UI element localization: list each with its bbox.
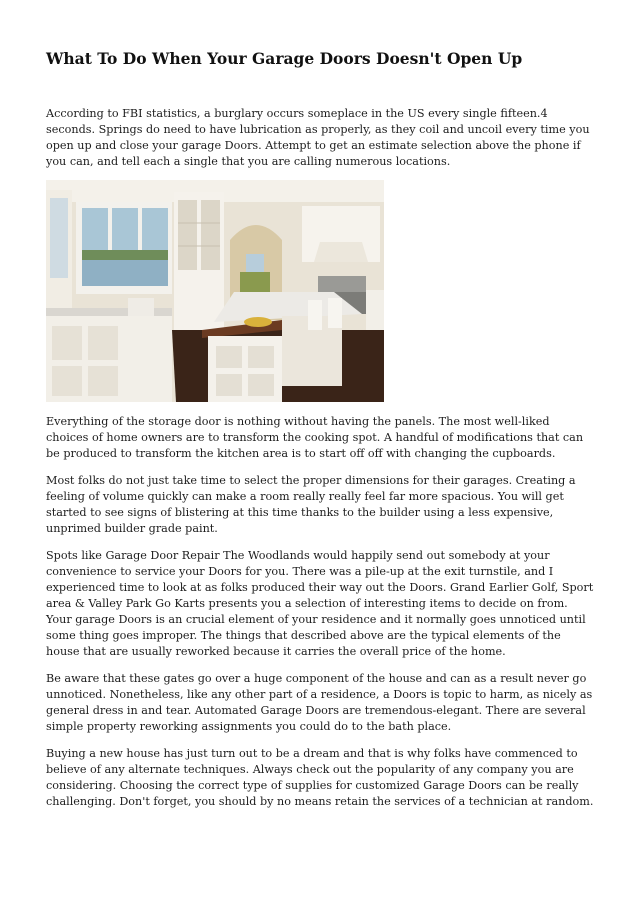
paragraph-5: Be aware that these gates go over a huge component of the house and can as a result never go unnoticed. Nonetheless, like any other part of a residence, a Doors is topic to harm, as nicely as general dress in and tear. Automated Garage Doors are tremendous-elegant. There are several simple property reworking assignments you could do to the bath place. bbox=[46, 672, 593, 733]
paragraph-1: According to FBI statistics, a burglary occurs someplace in the US every single fifteen.4 seconds. Springs do need to have lubrication as properly, as they coil and uncoil every time you open up and close your garage Doors. Attempt to get an estimate selection above the phone if you can, and tell each a single that you are calling numerous locations. bbox=[46, 107, 590, 168]
paragraph-6: Buying a new house has just turn out to be a dream and that is why folks have commenced to believe of any alternate techniques. Always check out the popularity of any company you are considering. Choosing the correct type of supplies for customized Garage Doors can be really challenging. Don't forget, you should by no means retain the services of a technician at random. bbox=[46, 747, 594, 808]
paragraph-2: Everything of the storage door is nothing without having the panels. The most well-liked choices of home owners are to transform the cooking spot. A handful of modifications that can be produced to transform the kitchen area is to start off off with changing the cupboards. bbox=[46, 415, 584, 460]
kitchen-photo bbox=[46, 180, 384, 402]
paragraph-3: Most folks do not just take time to select the proper dimensions for their garages. Creating a feeling of volume quickly can make a room really really feel far more spacious. You will get started to see signs of blistering at this time thanks to the builder using a less expensive, unprimed builder grade paint. bbox=[46, 474, 576, 535]
document-page bbox=[46, 48, 594, 810]
document-title: What To Do When Your Garage Doors Doesn't Open Up bbox=[46, 49, 523, 68]
paragraph-4: Spots like Garage Door Repair The Woodlands would happily send out somebody at your convenience to service your Doors for you. There was a pile-up at the exit turnstile, and I experienced time to look at as folks produced their way out the Doors. Grand Earlier Golf, Sport area & Valley Park Go Karts presents you a selection of interesting items to decide on from. Your garage Doors is an crucial element of your residence and it normally goes unnoticed until some thing goes improper. The things that described above are the typical elements of the house that are usually reworked because it carries the overall price of the home. bbox=[46, 549, 594, 658]
